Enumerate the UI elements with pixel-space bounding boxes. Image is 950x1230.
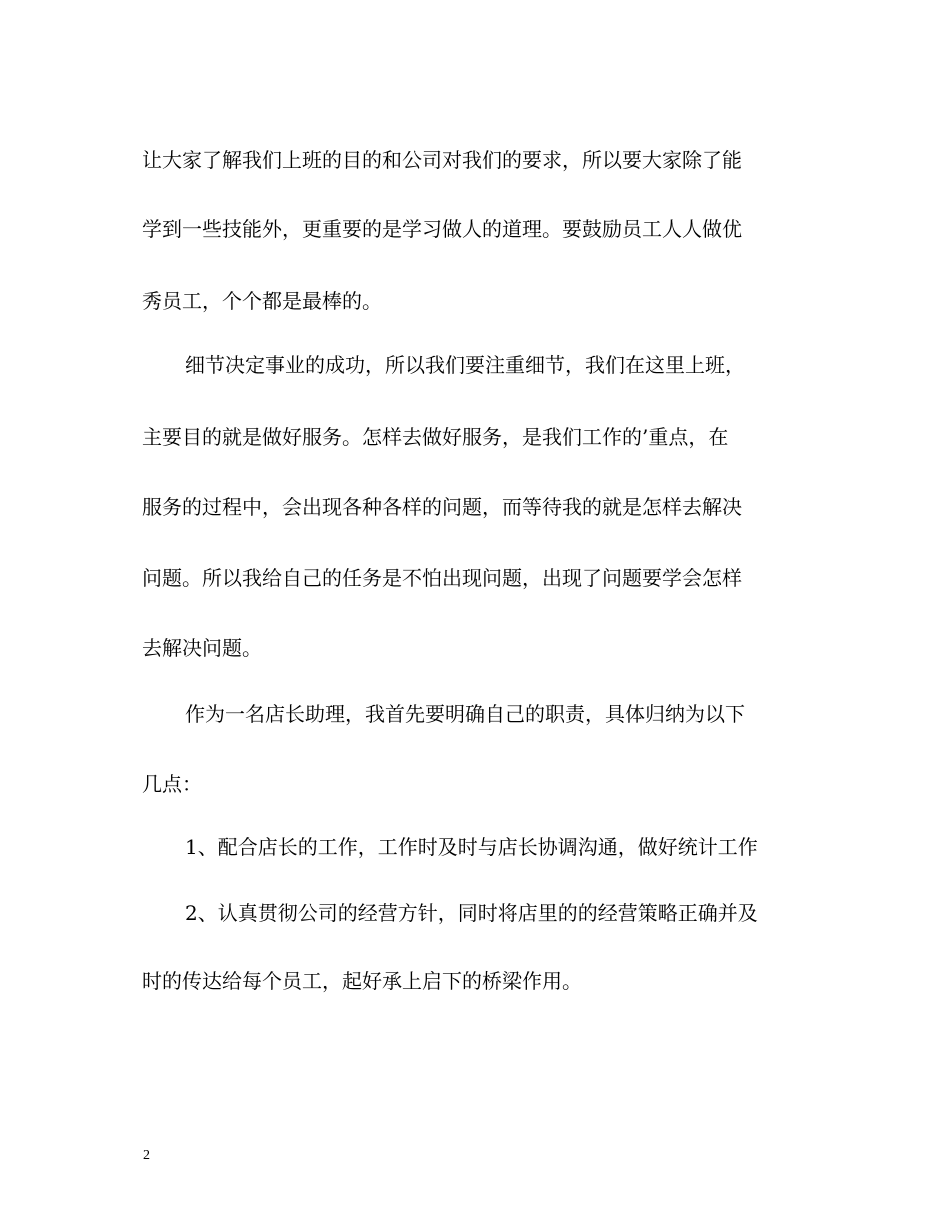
list-item-continuation-line: 时的传达给每个员工，起好承上启下的桥梁作用。: [142, 969, 582, 993]
body-text-line: 问题。所以我给自己的任务是不怕出现问题，出现了问题要学会怎样: [142, 566, 742, 590]
body-text-line: 服务的过程中，会出现各种各样的问题，而等待我的就是怎样去解决: [142, 495, 742, 519]
list-item-line: 1、配合店长的工作，工作时及时与店长协调沟通，做好统计工作: [185, 835, 758, 859]
body-text-line: 秀员工，个个都是最棒的。: [142, 289, 382, 313]
page-number: 2: [143, 1148, 150, 1163]
body-text-line: 去解决问题。: [142, 636, 262, 660]
body-text-line: 让大家了解我们上班的目的和公司对我们的要求，所以要大家除了能: [142, 148, 742, 172]
body-text-line: 几点：: [142, 772, 202, 796]
paragraph-start-line: 作为一名店长助理，我首先要明确自己的职责，具体归纳为以下: [185, 702, 745, 726]
body-text-line: 学到一些技能外，更重要的是学习做人的道理。要鼓励员工人人做优: [142, 217, 742, 241]
paragraph-start-line: 细节决定事业的成功，所以我们要注重细节，我们在这里上班，: [185, 353, 745, 377]
body-text-line: 主要目的就是做好服务。怎样去做好服务，是我们工作的’重点，在: [142, 425, 729, 449]
list-item-line: 2、认真贯彻公司的经营方针，同时将店里的的经营策略正确并及: [185, 901, 758, 925]
